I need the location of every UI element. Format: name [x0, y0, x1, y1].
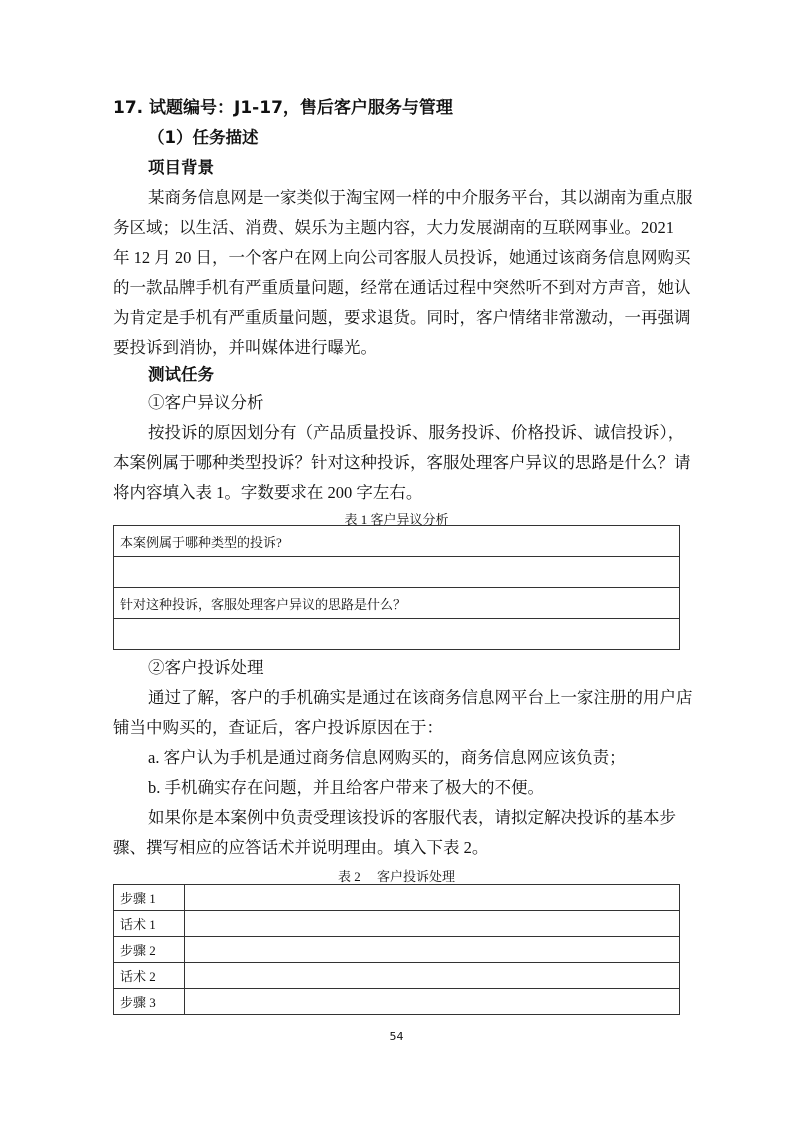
table-cell-question: 本案例属于哪种类型的投诉? — [114, 526, 680, 557]
table-cell-label: 步骤 2 — [114, 937, 185, 963]
background-line: 某商务信息网是一家类似于淘宝网一样的中介服务平台，其以湖南为重点服 — [148, 188, 693, 207]
table-row — [114, 557, 680, 588]
table-cell-value[interactable] — [185, 937, 680, 963]
table-cell-value[interactable] — [185, 911, 680, 937]
table2-caption: 表 2 客户投诉处理 — [337, 869, 455, 884]
table-cell-label: 话术 1 — [114, 911, 185, 937]
task2-line: a. 客户认为手机是通过商务信息网购买的，商务信息网应该负责； — [148, 748, 626, 767]
background-title: 项目背景 — [148, 158, 214, 177]
table-cell-value[interactable] — [185, 963, 680, 989]
task2-line: 如果你是本案例中负责受理该投诉的客服代表，请拟定解决投诉的基本步 — [148, 808, 676, 827]
task1-line: 将内容填入表 1。字数要求在 200 字左右。 — [113, 483, 423, 502]
table-cell-answer[interactable] — [114, 619, 680, 650]
table-cell-label: 步骤 1 — [114, 885, 185, 911]
table-cell-question: 针对这种投诉，客服处理客户异议的思路是什么？ — [114, 588, 680, 619]
task2-line: b. 手机确实存在问题，并且给客户带来了极大的不便。 — [148, 778, 544, 797]
table-row — [114, 526, 680, 557]
table-cell-value[interactable] — [185, 885, 680, 911]
background-line: 务区域；以生活、消费、娱乐为主题内容，大力发展湖南的互联网事业。2021 — [113, 218, 674, 237]
background-line: 的一款品牌手机有严重质量问题，经常在通话过程中突然听不到对方声音，她认 — [113, 278, 691, 297]
task2-line: 铺当中购买的，查证后，客户投诉原因在于： — [113, 718, 443, 737]
table-customer-objection — [113, 525, 680, 650]
task2-line: 通过了解，客户的手机确实是通过在该商务信息网平台上一家注册的用户店 — [148, 688, 693, 707]
section-title: （1）任务描述 — [148, 128, 259, 147]
background-line: 年 12 月 20 日，一个客户在网上向公司客服人员投诉，她通过该商务信息网购买 — [113, 248, 691, 267]
task1-line: 本案例属于哪种类型投诉？针对这种投诉，客服处理客户异议的思路是什么？请 — [113, 453, 691, 472]
background-line: 为肯定是手机有严重质量问题，要求退货。同时，客户情绪非常激动，一再强调 — [113, 308, 691, 327]
table-cell-answer[interactable] — [114, 557, 680, 588]
task1-title: ①客户异议分析 — [148, 393, 264, 412]
table1-caption: 表 1 客户异议分析 — [344, 512, 449, 527]
question-heading: 17. 试题编号：J1-17，售后客户服务与管理 — [113, 98, 453, 118]
table-row — [114, 963, 680, 989]
table-row — [114, 619, 680, 650]
table-row — [114, 588, 680, 619]
page-number: 54 — [389, 1030, 404, 1043]
table-row — [114, 885, 680, 911]
task-title: 测试任务 — [148, 365, 214, 384]
task1-line: 按投诉的原因划分有（产品质量投诉、服务投诉、价格投诉、诚信投诉）， — [148, 423, 685, 442]
table-row — [114, 911, 680, 937]
table-row — [114, 937, 680, 963]
table-row — [114, 989, 680, 1015]
task2-line: 骤、撰写相应的应答话术并说明理由。填入下表 2。 — [113, 838, 489, 857]
task2-title: ②客户投诉处理 — [148, 658, 264, 677]
table-cell-label: 话术 2 — [114, 963, 185, 989]
table-cell-label: 步骤 3 — [114, 989, 185, 1015]
table-complaint-handling — [113, 884, 680, 1015]
background-line: 要投诉到消协，并叫媒体进行曝光。 — [113, 338, 377, 357]
table-cell-value[interactable] — [185, 989, 680, 1015]
